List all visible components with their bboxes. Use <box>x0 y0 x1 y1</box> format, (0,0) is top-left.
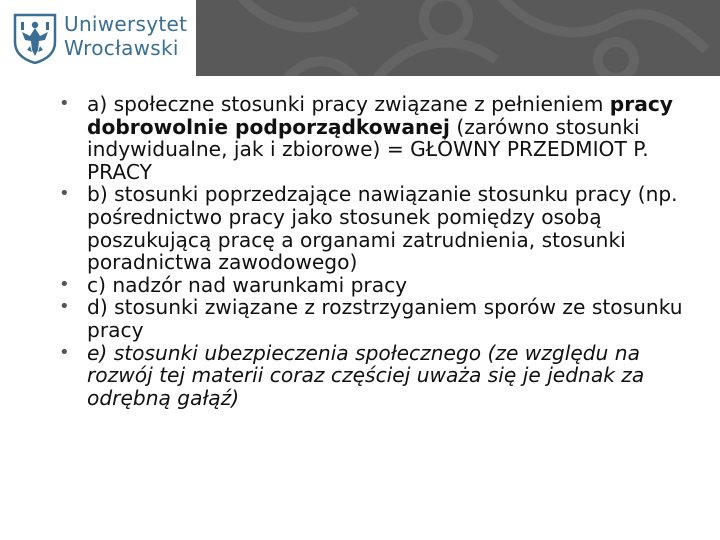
bullet-line <box>87 116 720 139</box>
bullet-icon: • <box>59 93 70 114</box>
bullet-item <box>55 342 720 410</box>
bullet-icon: • <box>59 273 70 295</box>
header-dark-band <box>196 0 720 76</box>
bullet-text: rozwój tej materii coraz częściej uważa się je jednak za <box>87 363 645 388</box>
bullet-item <box>55 296 720 341</box>
bullet-line <box>87 342 720 365</box>
bullet-line <box>87 364 720 387</box>
bullet-text: pracy <box>609 92 673 116</box>
bullet-text: a) społeczne stosunki pracy związane z pełnieniem <box>87 92 610 116</box>
bullet-line <box>87 183 720 206</box>
bullet-line <box>87 387 720 410</box>
bullet-item <box>55 183 720 273</box>
bullet-text: c) nadzór nad warunkami pracy <box>87 272 408 297</box>
bullet-icon: • <box>59 183 70 205</box>
bullet-item <box>55 274 720 297</box>
bullet-line <box>87 296 720 319</box>
bullet-text: odrębną gałąź) <box>87 385 240 410</box>
bullet-text: (zarówno stosunki <box>449 114 640 139</box>
bullet-text: indywidualne, jak i zbiorowe) = GŁÓWNY PRZEDMIOT P. <box>87 137 649 162</box>
bullet-text: pracy <box>87 317 144 342</box>
bullet-text: poradnictwa zawodowego) <box>87 250 358 275</box>
bullet-text: poszukującą pracę a organami zatrudnienia, stosunki <box>87 227 626 252</box>
bullet-list <box>55 93 720 409</box>
logo[interactable] <box>0 0 196 76</box>
university-name-line2: Wrocławski <box>64 36 179 60</box>
university-name-line1: Uniwersytet <box>64 12 188 36</box>
wave-pattern-icon <box>196 0 720 76</box>
bullet-text: b) stosunki poprzedzające nawiązanie stosunku pracy (np. <box>87 182 678 207</box>
slide-content <box>55 93 720 409</box>
eagle-crest-icon <box>12 12 58 64</box>
bullet-line <box>87 251 720 274</box>
bullet-text: e) stosunki ubezpieczenia społecznego (ze względu na <box>87 340 640 365</box>
university-name <box>64 12 187 60</box>
bullet-line <box>87 206 720 229</box>
bullet-text: PRACY <box>87 159 152 184</box>
bullet-icon: • <box>59 296 70 318</box>
bullet-text: d) stosunki związane z rozstrzyganiem sporów ze stosunku <box>87 295 683 320</box>
bullet-line <box>87 319 720 342</box>
bullet-line <box>87 229 720 252</box>
bullet-text: pośrednictwo pracy jako stosunek pomiędzy osobą <box>87 204 602 229</box>
bullet-line <box>87 274 720 297</box>
bullet-line <box>87 138 720 161</box>
bullet-item <box>55 93 720 183</box>
bullet-text: dobrowolnie podporządkowanej <box>87 114 450 139</box>
bullet-icon: • <box>59 341 70 363</box>
bullet-line <box>87 161 720 184</box>
bullet-line <box>87 93 720 116</box>
